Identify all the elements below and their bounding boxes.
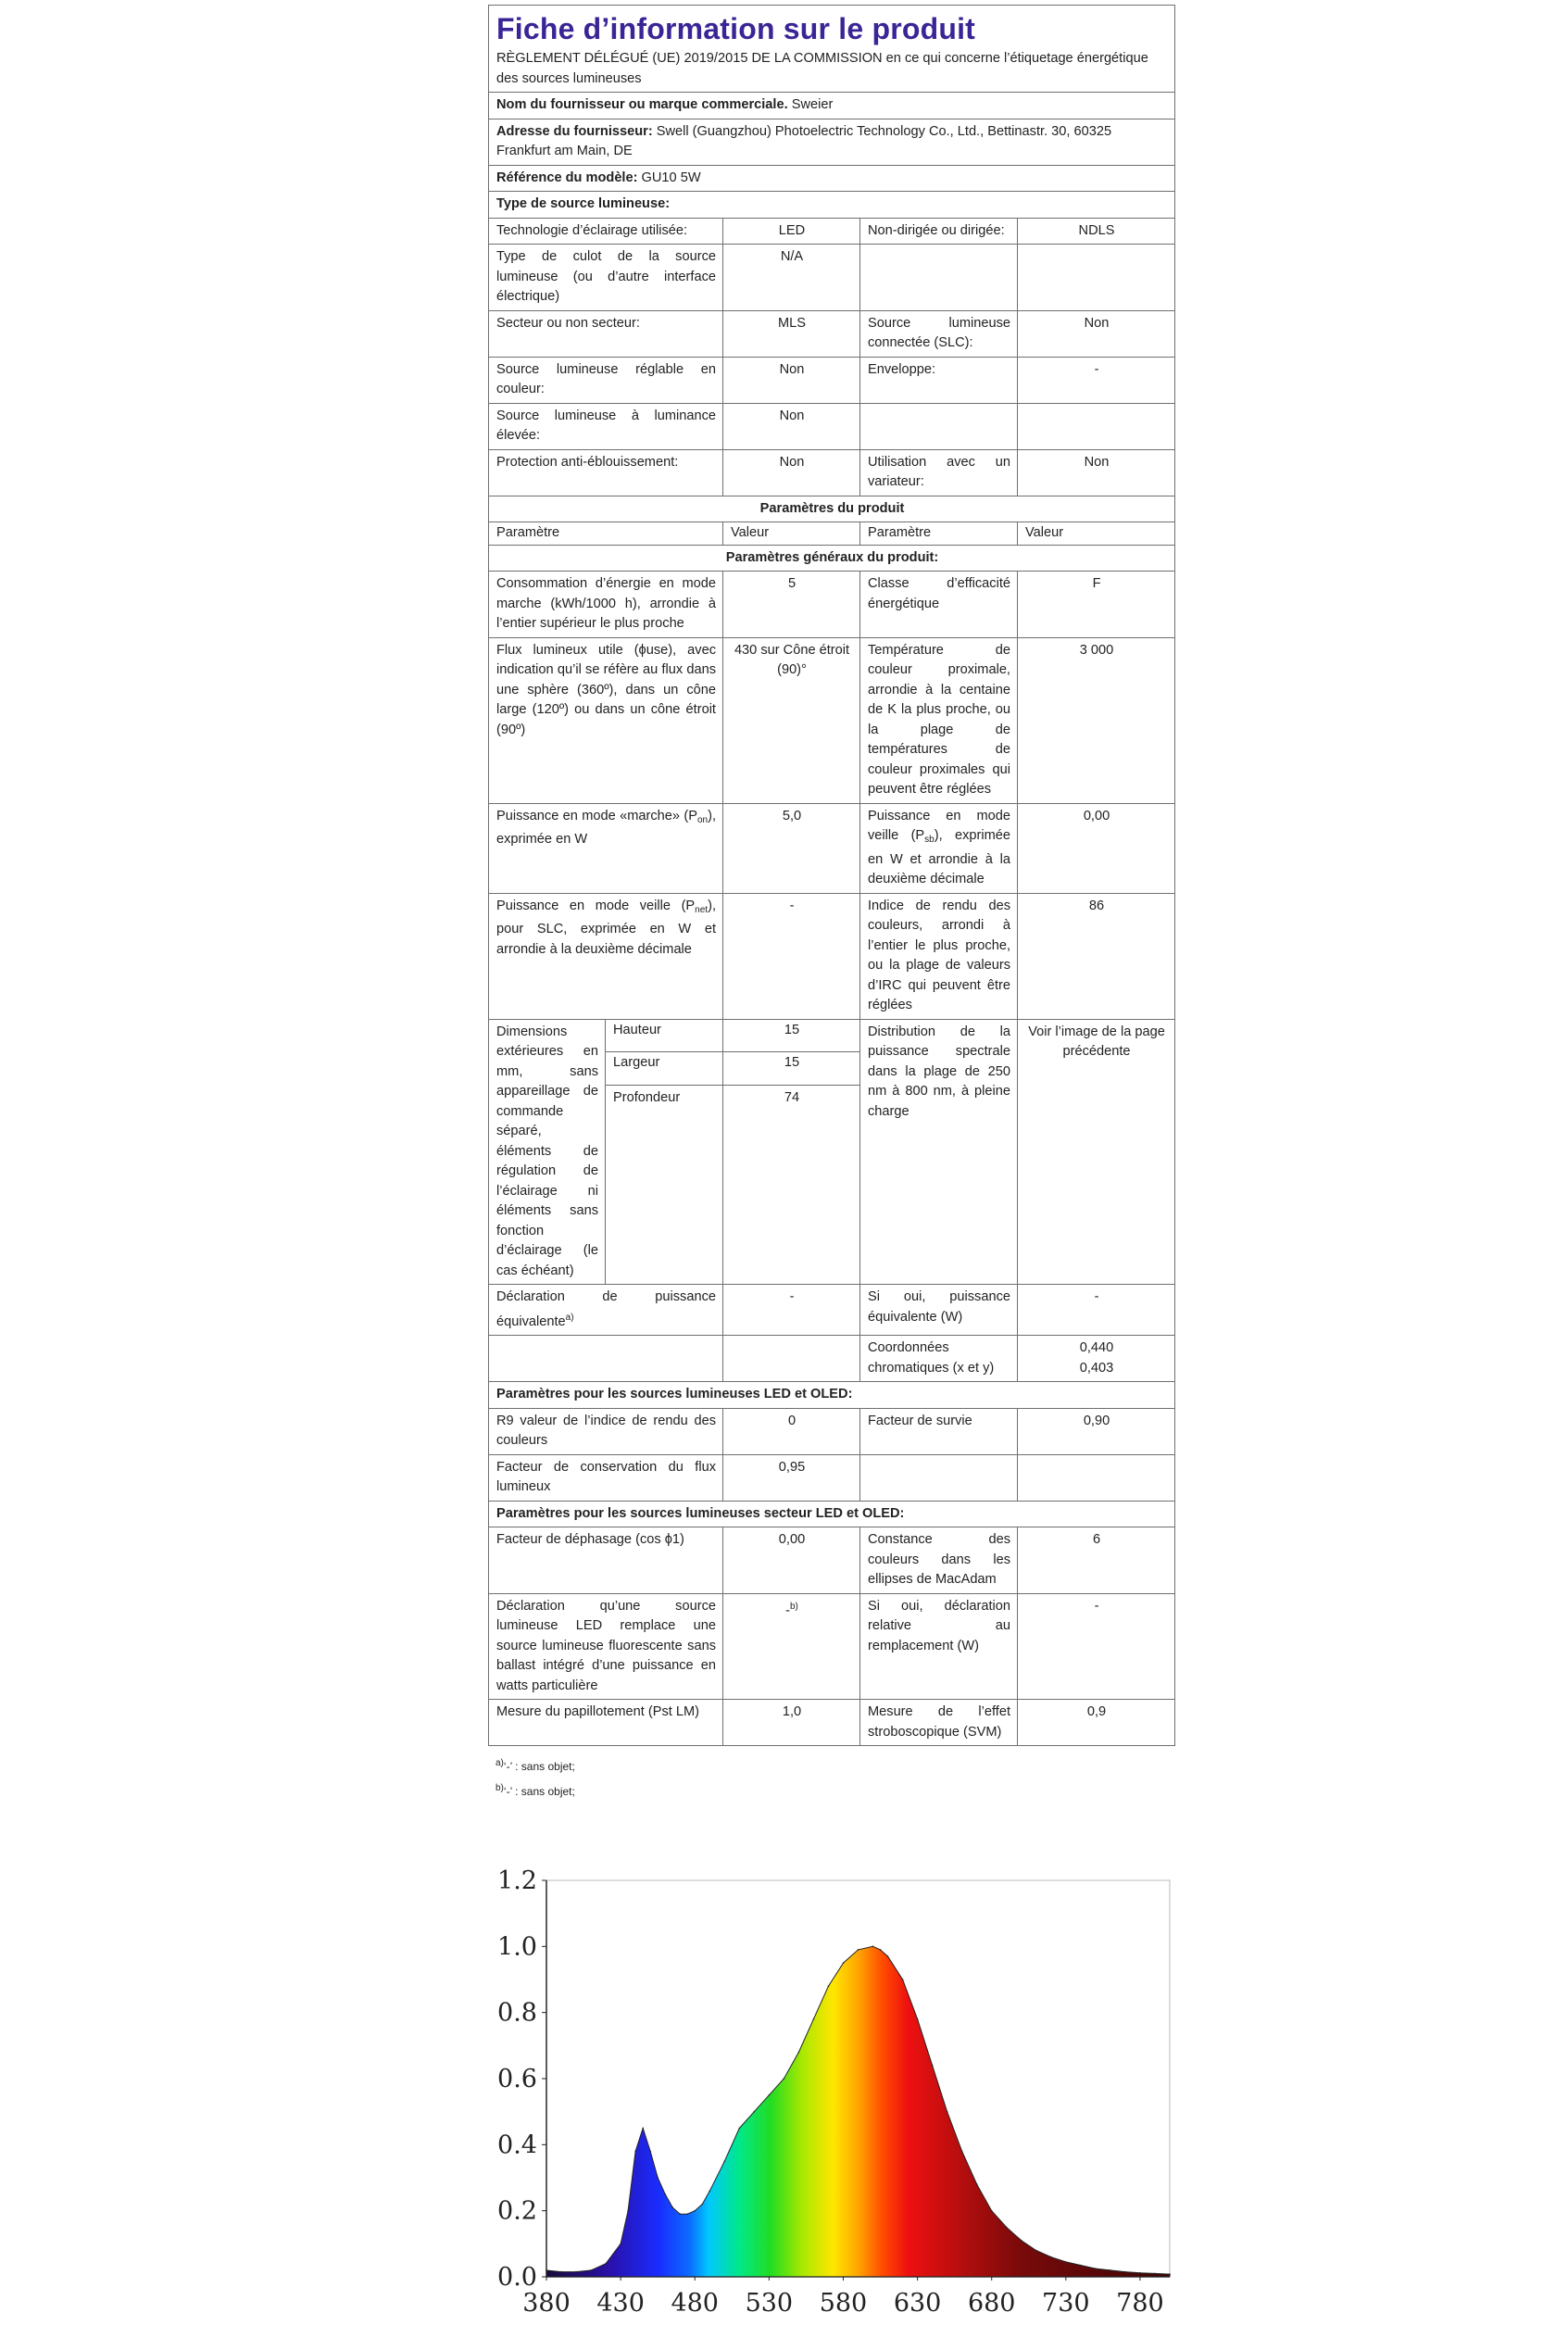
spectrum-point (872, 1946, 874, 1948)
spectrum-point (858, 1949, 859, 1951)
spectrum-point (1006, 2227, 1008, 2229)
color-rendering-index-label: Indice de rendu des couleurs, arrondi à l’entier le plus proche, ou la plage de valeurs d’IRC qui peuvent être réglées (860, 893, 1018, 1019)
energy-consumption-label: Consommation d’énergie en mode marche (kWh/1000 h), arrondie à l’entier supérieur le plus proche (489, 572, 723, 638)
lumen-maintenance-value: 0,95 (723, 1454, 860, 1501)
source-type-label: Type de culot de la source lumineuse (ou d’autre interface électrique) (489, 245, 723, 311)
column-header-value: Valeur (1018, 522, 1175, 546)
spectrum-point (887, 1955, 889, 1957)
chromaticity-x: 0,440 (1079, 1340, 1114, 1355)
macadam-value: 6 (1018, 1527, 1175, 1594)
spectrum-point (679, 2213, 681, 2215)
spectrum-point (590, 2269, 592, 2271)
param-row (489, 1336, 1175, 1382)
spectrum-point (1095, 2268, 1097, 2269)
product-info-table (488, 5, 1175, 1746)
spectral-distribution-label: Distribution de la puissance spectrale dans la plage de 250 nm à 800 nm, à pleine charge (860, 1019, 1018, 1285)
x-tick-label: 430 (596, 2289, 645, 2318)
source-type-value: Non (1018, 449, 1175, 496)
source-type-label: Source lumineuse à luminance élevée: (489, 403, 723, 449)
spectrum-point (991, 2210, 993, 2212)
param-row (489, 893, 1175, 1019)
source-type-label: Source lumineuse connectée (SLC): (860, 310, 1018, 357)
source-type-label: Non-dirigée ou dirigée: (860, 218, 1018, 245)
source-type-label: Secteur ou non secteur: (489, 310, 723, 357)
spectrum-point (1065, 2261, 1067, 2263)
param-row (489, 572, 1175, 638)
equivalent-power-value: - (723, 1285, 860, 1336)
x-tick-label: 480 (671, 2289, 720, 2318)
survival-factor-value: 0,90 (1018, 1408, 1175, 1454)
source-type-value: Non (1018, 310, 1175, 357)
spectrum-point (902, 1979, 904, 1980)
model-reference-label: Référence du modèle: (496, 170, 638, 185)
spectrum-point (769, 2094, 771, 2096)
chromaticity-value (1018, 1336, 1175, 1382)
standby-power-label: Puissance en mode veille $(P_{sb})$, exprimée en W et arrondie à la deuxième décimale (860, 803, 1018, 893)
source-type-value: - (1018, 357, 1175, 403)
spectrum-point (724, 2160, 726, 2162)
spectrum-point (784, 2078, 785, 2080)
param-row (489, 637, 1175, 803)
chromaticity-y: 0,403 (1079, 1360, 1114, 1376)
spectrum-point (1035, 2250, 1037, 2252)
param-row (489, 1527, 1175, 1594)
dimension-height-value: 15 (723, 1019, 860, 1052)
param-row (489, 1454, 1175, 1501)
color-temperature-value: 3 000 (1018, 637, 1175, 803)
spectrum-point (754, 2111, 756, 2113)
source-type-label (860, 245, 1018, 311)
dimension-width-label: Largeur (606, 1052, 723, 1086)
replacement-claim-value: -$^{b)}$ (723, 1593, 860, 1700)
footnotes (495, 1753, 1174, 1803)
spectrum-point (709, 2191, 711, 2193)
dimension-depth-label: Profondeur (606, 1086, 723, 1285)
empty-cell (860, 1454, 1018, 1501)
param-row (489, 1285, 1175, 1336)
spectrum-point (961, 2151, 963, 2153)
empty-cell (1018, 1454, 1175, 1501)
product-params-heading: Paramètres du produit (489, 496, 1175, 522)
x-tick-label: 680 (967, 2289, 1016, 2318)
x-tick-label: 530 (745, 2289, 794, 2318)
on-mode-power-label: Puissance en mode «marche» $(P_{on})$, exprimée en W (489, 803, 723, 893)
spectrum-point (686, 2213, 688, 2215)
source-type-value: MLS (723, 310, 860, 357)
source-type-value: LED (723, 218, 860, 245)
column-header-param: Paramètre (860, 522, 1018, 546)
source-type-value (1018, 403, 1175, 449)
source-type-value: N/A (723, 245, 860, 311)
source-type-row (489, 245, 1175, 311)
lumen-maintenance-label: Facteur de conservation du flux lumineux (489, 1454, 723, 1501)
spectrum-point (642, 2128, 644, 2130)
spectrum-point (627, 2210, 629, 2212)
supplier-address-value: Swell (Guangzhou) Photoelectric Technology Co., Ltd., Bettinastr. 30, 60325 Frankfurt am Main, DE (496, 123, 1112, 158)
source-type-value: Non (723, 403, 860, 449)
luminous-flux-label: Flux lumineux utile (ϕuse), avec indication qu’il se réfère au flux dans une sphère (360º), dans un cône large (120º) ou dans un cône étroit (90º) (489, 637, 723, 803)
spectrum-point (947, 2111, 948, 2113)
spectrum-point (664, 2193, 666, 2195)
x-tick-label: 380 (522, 2289, 571, 2318)
x-tick-label: 730 (1042, 2289, 1090, 2318)
energy-consumption-value: 5 (723, 572, 860, 638)
networked-standby-power-label: Puissance en mode veille $(P_{net})$, pour SLC, exprimée en W et arrondie à la deuxième décimale (489, 893, 723, 1019)
empty-cell (723, 1336, 860, 1382)
spectrum-point (739, 2128, 741, 2130)
spectrum-point (828, 1985, 830, 1987)
param-row (489, 1408, 1175, 1454)
spectrum-point (1139, 2272, 1141, 2274)
spectrum-point (657, 2177, 659, 2179)
r9-label: R9 valeur de l’indice de rendu des couleurs (489, 1408, 723, 1454)
y-tick-label: 1.0 (497, 1932, 537, 1962)
param-row (489, 1700, 1175, 1746)
empty-cell (489, 1336, 723, 1382)
y-tick-label: 0.4 (497, 2130, 537, 2160)
x-tick-label: 780 (1116, 2289, 1164, 2318)
param-row (489, 1593, 1175, 1700)
source-type-value: Non (723, 449, 860, 496)
spectrum-point (620, 2243, 621, 2245)
param-row (489, 803, 1175, 893)
source-type-label: Utilisation avec un variateur: (860, 449, 1018, 496)
chromaticity-label: Coordonnées chromatiques (x et y) (860, 1336, 1018, 1382)
spectrum-area (546, 1946, 1170, 2277)
dimension-height-label: Hauteur (606, 1019, 723, 1052)
energy-class-label: Classe d’efficacité énergétique (860, 572, 1018, 638)
spectrum-point (1110, 2269, 1111, 2271)
equivalent-power-w-value: - (1018, 1285, 1175, 1336)
spectrum-point (649, 2151, 651, 2153)
product-info-sheet (488, 5, 1174, 1803)
source-type-row (489, 218, 1175, 245)
source-type-value: Non (723, 357, 860, 403)
supplier-address-row (489, 119, 1175, 165)
dimension-depth-value: 74 (723, 1086, 860, 1285)
spectrum-point (1169, 2273, 1171, 2275)
equivalent-power-w-label: Si oui, puissance équivalente (W) (860, 1285, 1018, 1336)
spectrum-point (1124, 2271, 1126, 2273)
replacement-power-label: Si oui, déclaration relative au remplacement (W) (860, 1593, 1018, 1700)
dimension-width-value: 15 (723, 1052, 860, 1086)
spectrum-point (880, 1949, 882, 1951)
color-temperature-label: Température de couleur proximale, arrondie à la centaine de K la plus proche, ou la plage de températures de couleur proximales qui peuvent être réglées (860, 637, 1018, 803)
y-tick-label: 0.0 (497, 2263, 537, 2292)
source-type-value: NDLS (1018, 218, 1175, 245)
spectrum-point (1154, 2273, 1156, 2275)
source-type-heading: Type de source lumineuse: (489, 192, 1175, 219)
spectrum-point (694, 2210, 696, 2212)
source-type-label: Technologie d’éclairage utilisée: (489, 218, 723, 245)
column-header-param: Paramètre (489, 522, 723, 546)
source-type-row (489, 403, 1175, 449)
standby-power-value: 0,00 (1018, 803, 1175, 893)
header-cell (489, 6, 1175, 93)
column-header-value: Valeur (723, 522, 860, 546)
y-tick-label: 0.6 (497, 2065, 537, 2093)
networked-standby-power-value: - (723, 893, 860, 1019)
general-params-heading: Paramètres généraux du produit: (489, 545, 1175, 572)
spectrum-point (575, 2271, 577, 2273)
model-reference-row (489, 165, 1175, 192)
dimensions-label: Dimensions extérieures en mm, sans appareillage de commande séparé, éléments de régulation de l’éclairage ni éléments sans fonction d’éclairage (le cas échéant) (489, 1019, 606, 1285)
flicker-value: 1,0 (723, 1700, 860, 1746)
luminous-flux-value: 430 sur Cône étroit (90)° (723, 637, 860, 803)
params-column-headers (489, 522, 1175, 546)
x-tick-label: 580 (819, 2289, 868, 2318)
on-mode-power-value: 5,0 (723, 803, 860, 893)
spectrum-point (917, 2018, 919, 2020)
plot-area (546, 1946, 1171, 2278)
macadam-label: Constance des couleurs dans les ellipses de MacAdam (860, 1527, 1018, 1594)
spectrum-point (843, 1962, 845, 1964)
spectrum-point (1021, 2240, 1022, 2242)
spectrum-point (605, 2263, 607, 2265)
footnote-a: $^{a)}$‘-’ : sans objet; (495, 1758, 575, 1773)
spectrum-point (560, 2271, 562, 2273)
source-type-label (860, 403, 1018, 449)
spectrum-point (634, 2151, 636, 2153)
supplier-address-label: Adresse du fournisseur: (496, 123, 653, 139)
spectrum-point (1050, 2256, 1052, 2258)
x-tick-label: 630 (893, 2289, 942, 2318)
regulation-text: RÈGLEMENT DÉLÉGUÉ (UE) 2019/2015 DE LA COMMISSION en ce qui concerne l’étiquetage énergétique des sources lumineuses (496, 51, 1148, 86)
y-tick-label: 1.2 (497, 1866, 537, 1895)
source-type-label: Protection anti-éblouissement: (489, 449, 723, 496)
source-type-value (1018, 245, 1175, 311)
y-tick-label: 0.8 (497, 1998, 537, 2028)
spectrum-point (1080, 2265, 1082, 2267)
source-type-row (489, 357, 1175, 403)
spectrum-point (671, 2206, 673, 2208)
spectrum-point (702, 2204, 704, 2206)
spectrum-point (932, 2065, 934, 2067)
spectrum-point (976, 2183, 978, 2185)
param-row (489, 1019, 1175, 1052)
replacement-claim-label: Déclaration qu’une source lumineuse LED remplace une source lumineuse fluorescente sans ballast intégré d’une puissance en watts particulière (489, 1593, 723, 1700)
source-type-row (489, 310, 1175, 357)
r9-value: 0 (723, 1408, 860, 1454)
supplier-name-value: Sweier (791, 97, 834, 112)
energy-class-value: F (1018, 572, 1175, 638)
led-params-heading: Paramètres pour les sources lumineuses LED et OLED: (489, 1382, 1175, 1409)
equivalent-power-label: Déclaration de puissance équivalente$^{a)}$ (489, 1285, 723, 1336)
flicker-label: Mesure du papillotement (Pst LM) (489, 1700, 723, 1746)
spectrum-point (798, 2052, 800, 2054)
stroboscopic-label: Mesure de l’effet stroboscopique (SVM) (860, 1700, 1018, 1746)
spectrum-point (813, 2018, 815, 2020)
supplier-name-row (489, 93, 1175, 119)
model-reference-value: GU10 5W (641, 170, 701, 185)
source-type-label: Enveloppe: (860, 357, 1018, 403)
page-title: Fiche d’information sur le produit (496, 12, 976, 45)
source-type-label: Source lumineuse réglable en couleur: (489, 357, 723, 403)
spectral-distribution-value: Voir l’image de la page précédente (1018, 1019, 1175, 1285)
y-tick-label: 0.2 (497, 2196, 537, 2226)
mains-params-heading: Paramètres pour les sources lumineuses secteur LED et OLED: (489, 1501, 1175, 1527)
displacement-factor-value: 0,00 (723, 1527, 860, 1594)
stroboscopic-value: 0,9 (1018, 1700, 1175, 1746)
replacement-power-value: - (1018, 1593, 1175, 1700)
supplier-name-label: Nom du fournisseur ou marque commerciale. (496, 97, 788, 112)
spectral-power-chart (488, 1866, 1183, 2325)
source-type-row (489, 449, 1175, 496)
survival-factor-label: Facteur de survie (860, 1408, 1018, 1454)
color-rendering-index-value: 86 (1018, 893, 1175, 1019)
displacement-factor-label: Facteur de déphasage (cos ϕ1) (489, 1527, 723, 1594)
footnote-b: $^{b)}$‘-’ : sans objet; (495, 1783, 575, 1798)
